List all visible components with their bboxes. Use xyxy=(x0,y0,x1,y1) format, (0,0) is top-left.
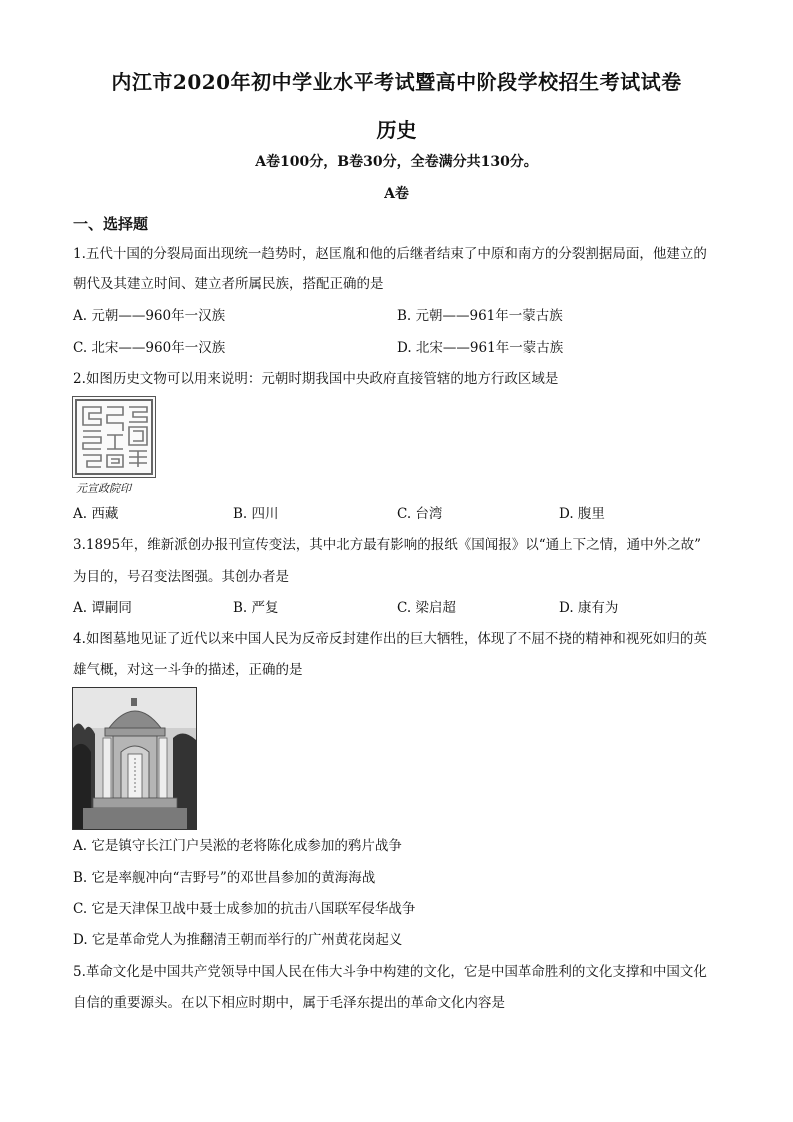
q5-stem-line1: 5.革命文化是中国共产党领导中国人民在伟大斗争中构建的文化，它是中国革命胜利的文化支撑和中国文化 xyxy=(73,964,707,980)
q4-option-c: C. 它是天津保卫战中聂士成参加的抗击八国联军侵华战争 xyxy=(73,901,416,917)
exam-title: 内江市2020年初中学业水平考试暨高中阶段学校招生考试试卷 xyxy=(111,70,682,94)
q3-option-d: D. 康有为 xyxy=(559,600,619,616)
q3-stem-line2: 为目的，号召变法图强。其创办者是 xyxy=(73,569,289,585)
juan-heading: A卷 xyxy=(384,186,409,202)
q2-option-d: D. 腹里 xyxy=(559,506,605,522)
q5-stem-line2: 自信的重要源头。在以下相应时期中，属于毛泽东提出的革命文化内容是 xyxy=(73,995,505,1011)
q3-option-c: C. 梁启超 xyxy=(397,600,456,616)
q4-option-b: B. 它是率舰冲向“吉野号”的邓世昌参加的黄海海战 xyxy=(73,870,376,886)
q1-option-c: C. 北宋——960年一汉族 xyxy=(73,340,226,356)
q1-stem-line1: 1.五代十国的分裂局面出现统一趋势时，赵匡胤和他的后继者结束了中原和南方的分裂割据局面，他建立的 xyxy=(73,246,707,262)
subject-title: 历史 xyxy=(376,118,417,142)
q3-option-b: B. 严复 xyxy=(233,600,279,616)
q1-option-b: B. 元朝——961年一蒙古族 xyxy=(397,308,563,324)
seal-image xyxy=(72,396,156,478)
q3-stem-line1: 3.1895年，维新派创办报刊宣传变法，其中北方最有影响的报纸《国闻报》以“通上下之情，通中外之故” xyxy=(73,537,702,553)
q2-stem-line1: 2.如图历史文物可以用来说明：元朝时期我国中央政府直接管辖的地方行政区域是 xyxy=(73,371,559,387)
q1-stem-line2: 朝代及其建立时间、建立者所属民族，搭配正确的是 xyxy=(73,276,384,292)
seal-caption: 元宣政院印 xyxy=(76,482,131,495)
q3-option-a: A. 谭嗣同 xyxy=(73,600,132,616)
q4-stem-line2: 雄气概，对这一斗争的描述，正确的是 xyxy=(73,662,303,678)
q4-option-d: D. 它是革命党人为推翻清王朝而举行的广州黄花岗起义 xyxy=(73,932,403,948)
section-heading: 一、选择题 xyxy=(73,215,149,233)
memorial-photo xyxy=(72,687,197,830)
q2-option-b: B. 四川 xyxy=(233,506,279,522)
score-info: A卷100分，B卷30分，全卷满分共130分。 xyxy=(255,154,538,170)
q2-option-a: A. 西藏 xyxy=(73,506,119,522)
seal-drawing xyxy=(73,397,155,477)
q4-stem-line1: 4.如图墓地见证了近代以来中国人民为反帝反封建作出的巨大牺牲，体现了不屈不挠的精神和视死如归的英 xyxy=(73,631,707,647)
memorial-drawing xyxy=(73,688,196,829)
q1-option-a: A. 元朝——960年一汉族 xyxy=(73,308,226,324)
q4-option-a: A. 它是镇守长江门户吴淞的老将陈化成参加的鸦片战争 xyxy=(73,838,402,854)
q1-option-d: D. 北宋——961年一蒙古族 xyxy=(397,340,564,356)
q2-option-c: C. 台湾 xyxy=(397,506,443,522)
